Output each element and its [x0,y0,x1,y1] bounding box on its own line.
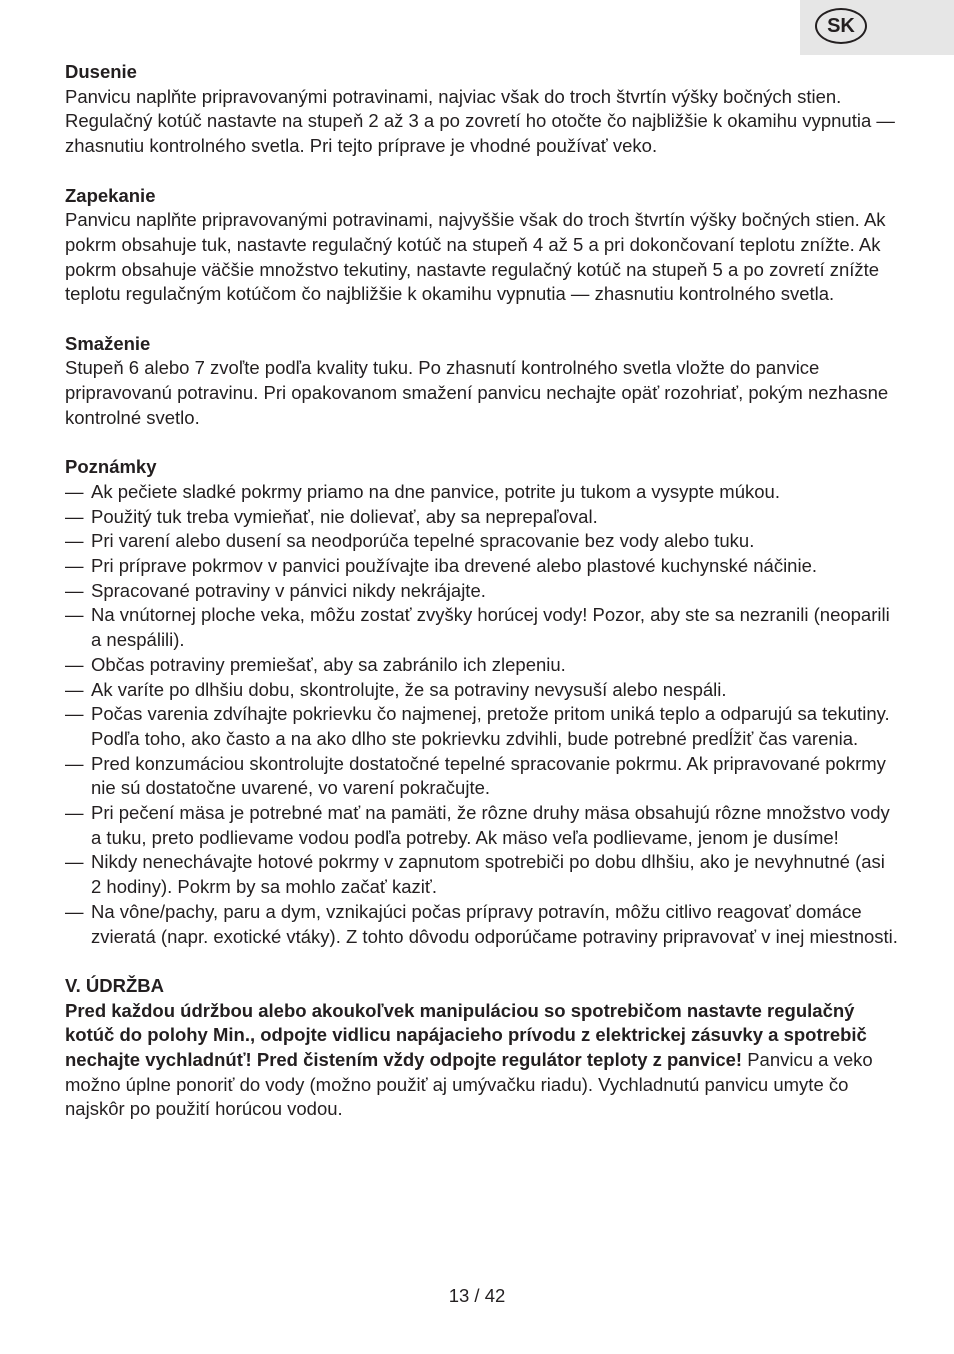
paragraph-text: Panvicu a veko možno úplne ponoriť do vody (možno použiť aj umývačku riadu). Vychladnutú panvicu umyte čo najskôr po použití horúcou vodou. [65,1049,873,1120]
section-paragraph [65,999,900,1123]
section-udrzba [65,974,900,1122]
notes-list [65,480,900,949]
list-item: — Pred konzumáciou skontrolujte dostatočné tepelné spracovanie pokrmu. Ak pripravované pokrmy nie sú dostatočne uvarené, vo varení pokračujte. [65,752,900,801]
section-heading: Zapekanie [65,184,156,206]
section-dusenie [65,60,900,159]
page-number: 13 / 42 [448,1285,506,1306]
section-paragraph: Panvicu naplňte pripravovanými potravinami, najvyššie však do troch štvrtín výšky bočných stien. Ak pokrm obsahuje tuk, nastavte regulačný kotúč na stupeň 4 až 5 a pri dokončovaní teplotu znížte. Ak pokrm obsahuje väčšie množstvo tekutiny, nastavte regulačný kotúč na stupeň 5 a po zovretí znížte teplotu regulačným kotúčom čo najbližšie k okamihu vypnutia — zhasnutiu kontrolného svetla. [65,209,886,305]
list-item: — Pri príprave pokrmov v panvici používajte iba drevené alebo plastové kuchynské náčinie. [65,554,900,579]
section-zapekanie [65,184,900,308]
section-paragraph: Stupeň 6 alebo 7 zvoľte podľa kvality tuku. Po zhasnutí kontrolného svetla vložte do panvice pripravovanú potravinu. Pri opakovanom smažení panvicu nechajte opäť rozohriať, pokým nezhasne kontrolné svetlo. [65,357,889,428]
section-paragraph: Panvicu naplňte pripravovanými potravinami, najviac však do troch štvrtín výšky bočných stien. Regulačný kotúč nastavte na stupeň 2 až 3 a po zovretí ho otočte čo najbližšie k okamihu vypnutia — zhasnutiu kontrolného svetla. Pri tejto príprave je vhodné používať veko. [65,85,895,157]
section-heading: Poznámky [65,456,157,478]
list-item: — Občas potraviny premiešať, aby sa zabránilo ich zlepeniu. [65,653,900,678]
section-smazenie [65,332,900,431]
list-item: — Použitý tuk treba vymieňať, nie dolievať, aby sa neprepaľoval. [65,505,900,530]
list-item: — Pri varení alebo dusení sa neodporúča tepelné spracovanie bez vody alebo tuku. [65,529,900,554]
list-item: — Spracované potraviny v pánvici nikdy nekrájajte. [65,579,900,604]
section-heading: V. ÚDRŽBA [65,974,165,996]
list-item: — Nikdy nenechávajte hotové pokrmy v zapnutom spotrebiči po dobu dlhšiu, ako je nevyhnutné (asi 2 hodiny). Pokrm by sa mohlo začať kaziť. [65,850,900,899]
section-heading: Smaženie [65,332,151,354]
section-poznamky [65,455,900,949]
list-item: — Počas varenia zdvíhajte pokrievku čo najmenej, pretože pritom uniká teplo a odparujú sa tekutiny. Podľa toho, ako často a na ako dlho ste pokrievku zdvihli, bude potrebné predĺžiť čas varenia. [65,702,900,751]
list-item: — Ak varíte po dlhšiu dobu, skontrolujte, že sa potraviny nevysuší alebo nespáli. [65,678,900,703]
list-item: — Pri pečení mäsa je potrebné mať na pamäti, že rôzne druhy mäsa obsahujú rôzne množstvo vody a tuku, preto podlievame vodou podľa potreby. Ak mäso veľa podlievame, jenom je dusíme! [65,801,900,850]
section-heading: Dusenie [65,61,137,82]
list-item: — Na vône/pachy, paru a dym, vznikajúci počas prípravy potravín, môžu citlivo reagovať domáce zvieratá (napr. exotické vtáky). Z tohto dôvodu odporúčame potraviny pripravovať v inej miestnosti. [65,900,900,949]
list-item: — Na vnútornej ploche veka, môžu zostať zvyšky horúcej vody! Pozor, aby ste sa nezranili (neoparili a nespálili). [65,603,900,652]
language-badge: SK [815,8,867,44]
warning-text: Pred každou údržbou alebo akoukoľvek manipuláciou so spotrebičom nastavte regulačný kotúč do polohy Min., odpojte vidlicu napájacieho prívodu z elektrickej zásuvky a spotrebič nechajte vychladnúť! Pred čistením vždy odpojte regulátor teploty z panvice! [65,999,867,1071]
list-item: — Ak pečiete sladké pokrmy priamo na dne panvice, potrite ju tukom a vysypte múkou. [65,480,900,505]
page-content [65,60,900,1147]
